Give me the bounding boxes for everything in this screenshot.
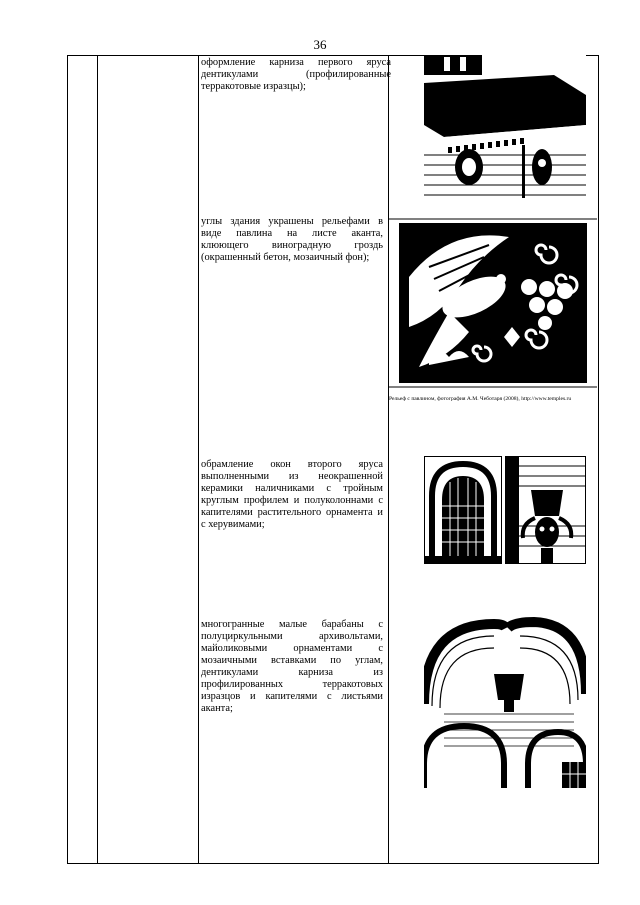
drum-archivolts-photo-icon (424, 614, 586, 788)
page-number: 36 (313, 37, 327, 52)
row-2-photo-caption: Рельеф с павлином, фотография А.М. Чеботаря (2008), http://www.temples.ru (389, 396, 572, 402)
peacock-relief-photo-icon (389, 217, 597, 394)
column-divider-3 (388, 56, 389, 863)
row-1-description: оформление карниза первого яруса дентикулами (профилированные терракотовые изразцы); (201, 57, 391, 92)
cherub-capital-photo-icon (505, 456, 586, 564)
column-divider-1 (97, 56, 98, 863)
column-divider-2 (198, 56, 199, 863)
row-2-description: углы здания украшены рельефами в виде павлина на листе аканта, клюющего виноградную гроздь (окрашенный бетон, мозаичный фон); (201, 216, 383, 263)
row-4-description: многогранные малые барабаны с полуциркульными архивольтами, майоликовыми орнаментами с мозаичными вставками по углам, дентикулами карниза из профилированных терракотовых изразцов и капителями с листьями аканта; (201, 619, 383, 714)
row-3-description: обрамление окон второго яруса выполненными из неокрашенной керамики наличниками с тройным круглым профилем и полуколоннами с капителями растительного орнамента и с херувимами; (201, 459, 383, 530)
arched-window-photo-icon (424, 456, 502, 564)
cornice-dentils-photo-icon (424, 55, 586, 198)
